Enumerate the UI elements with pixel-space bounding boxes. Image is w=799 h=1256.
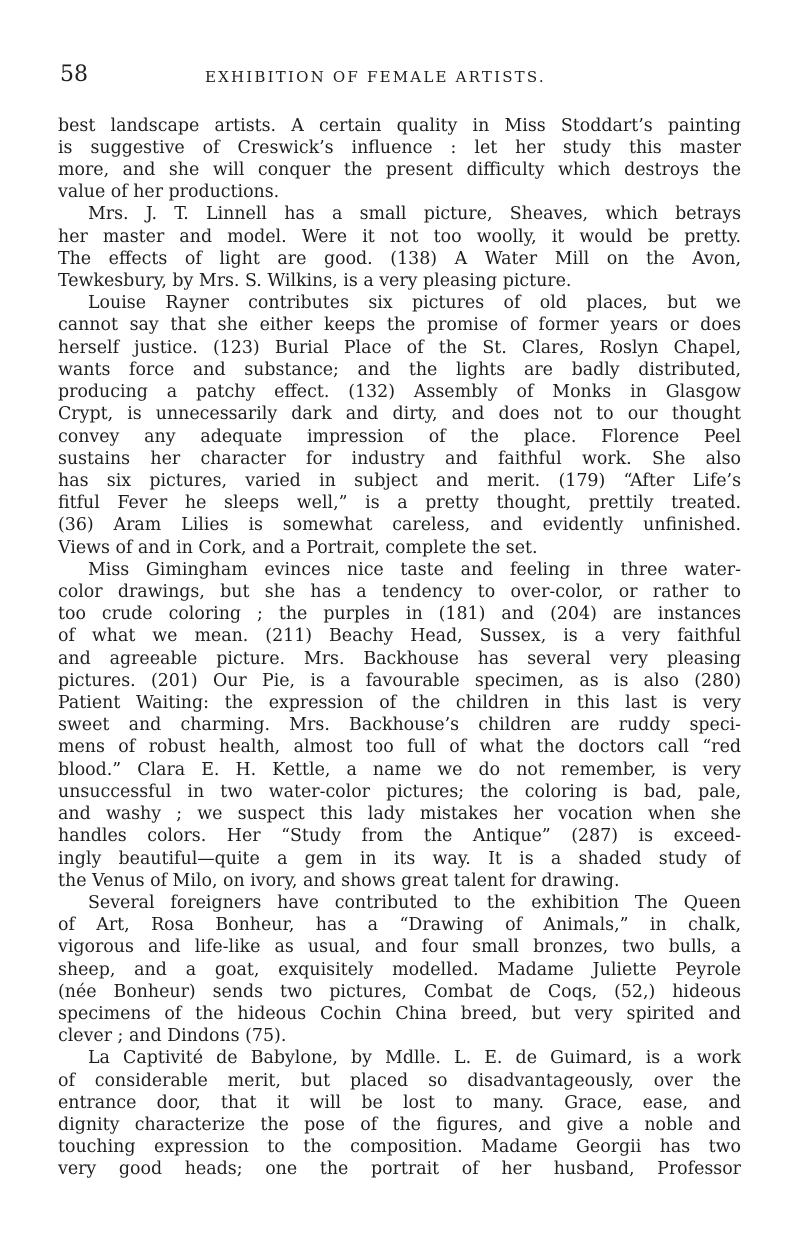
text-line: the Venus of Milo, on ivory, and shows great talent for drawing. xyxy=(58,871,620,891)
text-line: vigorous and life-like as usual, and four small bronzes, two bulls, a xyxy=(58,937,741,957)
text-line: Views of and in Cork, and a Portrait, complete the set. xyxy=(58,538,538,558)
text-line: sustains her character for industry and faithful work. She also xyxy=(58,449,741,469)
text-line: Miss Gimingham evinces nice taste and feeling in three water- xyxy=(88,560,741,580)
text-line: cannot say that she either keeps the promise of former years or does xyxy=(58,315,741,335)
text-line: specimens of the hideous Cochin China breed, but very spirited and xyxy=(58,1004,741,1024)
text-line: best landscape artists. A certain quality in Miss Stoddart’s painting xyxy=(58,116,741,136)
text-line: of considerable merit, but placed so disadvantageously, over the xyxy=(58,1071,741,1091)
text-line: Patient Waiting: the expression of the children in this last is very xyxy=(58,693,741,713)
text-line: her master and model. Were it not too woolly, it would be pretty. xyxy=(58,227,741,247)
text-line: Louise Rayner contributes six pictures of old places, but we xyxy=(88,293,741,313)
text-line: wants force and substance; and the lights are badly distributed, xyxy=(58,360,741,380)
text-line: clever ; and Dindons (75). xyxy=(58,1026,287,1046)
text-line: and washy ; we suspect this lady mistakes her vocation when she xyxy=(58,804,741,824)
text-line: of what we mean. (211) Beachy Head, Sussex, is a very faithful xyxy=(58,626,741,646)
text-line: blood.” Clara E. H. Kettle, a name we do not remember, is very xyxy=(58,760,741,780)
text-line: sweet and charming. Mrs. Backhouse’s children are ruddy speci- xyxy=(58,715,741,735)
text-line: has six pictures, varied in subject and merit. (179) “After Life’s xyxy=(58,471,741,491)
text-line: herself justice. (123) Burial Place of the St. Clares, Roslyn Chapel, xyxy=(58,338,741,358)
text-line: Mrs. J. T. Linnell has a small picture, Sheaves, which betrays xyxy=(88,204,741,224)
text-line: is suggestive of Creswick’s influence : let her study this master xyxy=(58,138,741,158)
text-line: Tewkesbury, by Mrs. S. Wilkins, is a very pleasing picture. xyxy=(58,271,572,291)
text-line: touching expression to the composition. Madame Georgii has two xyxy=(58,1137,741,1157)
text-line: very good heads; one the portrait of her husband, Professor xyxy=(58,1159,741,1179)
text-line: (née Bonheur) sends two pictures, Combat de Coqs, (52,) hideous xyxy=(58,982,741,1002)
text-line: The effects of light are good. (138) A Water Mill on the Avon, xyxy=(58,249,741,269)
text-line: too crude coloring ; the purples in (181) and (204) are instances xyxy=(58,604,741,624)
text-line: fitful Fever he sleeps well,” is a pretty thought, prettily treated. xyxy=(58,493,741,513)
text-line: La Captivité de Babylone, by Mdlle. L. E. de Guimard, is a work xyxy=(88,1048,741,1068)
text-line: Crypt, is unnecessarily dark and dirty, and does not to our thought xyxy=(58,404,741,424)
text-line: handles colors. Her “Study from the Antique” (287) is exceed- xyxy=(58,826,741,846)
text-line: dignity characterize the pose of the figures, and give a noble and xyxy=(58,1115,741,1135)
text-line: entrance door, that it will be lost to many. Grace, ease, and xyxy=(58,1093,741,1113)
text-line: sheep, and a goat, exquisitely modelled. Madame Juliette Peyrole xyxy=(58,960,741,980)
text-line: mens of robust health, almost too full of what the doctors call “red xyxy=(58,737,741,757)
text-line: value of her productions. xyxy=(58,182,280,202)
text-line: producing a patchy effect. (132) Assembly of Monks in Glasgow xyxy=(58,382,741,402)
text-line: more, and she will conquer the present difficulty which destroys the xyxy=(58,160,741,180)
text-line: unsuccessful in two water-color pictures; the coloring is bad, pale, xyxy=(58,782,741,802)
page-number: 58 xyxy=(60,62,88,87)
text-line: (36) Aram Lilies is somewhat careless, and evidently unfinished. xyxy=(58,515,741,535)
running-title: EXHIBITION OF FEMALE ARTISTS. xyxy=(205,68,546,86)
text-line: pictures. (201) Our Pie, is a favourable specimen, as is also (280) xyxy=(58,671,741,691)
text-line: of Art, Rosa Bonheur, has a “Drawing of Animals,” in chalk, xyxy=(58,915,741,935)
text-line: color drawings, but she has a tendency to over-color, or rather to xyxy=(58,582,741,602)
text-line: ingly beautiful—quite a gem in its way. It is a shaded study of xyxy=(58,849,741,869)
text-line: convey any adequate impression of the place. Florence Peel xyxy=(58,427,741,447)
text-line: Several foreigners have contributed to the exhibition The Queen xyxy=(88,893,741,913)
text-line: and agreeable picture. Mrs. Backhouse has several very pleasing xyxy=(58,649,741,669)
